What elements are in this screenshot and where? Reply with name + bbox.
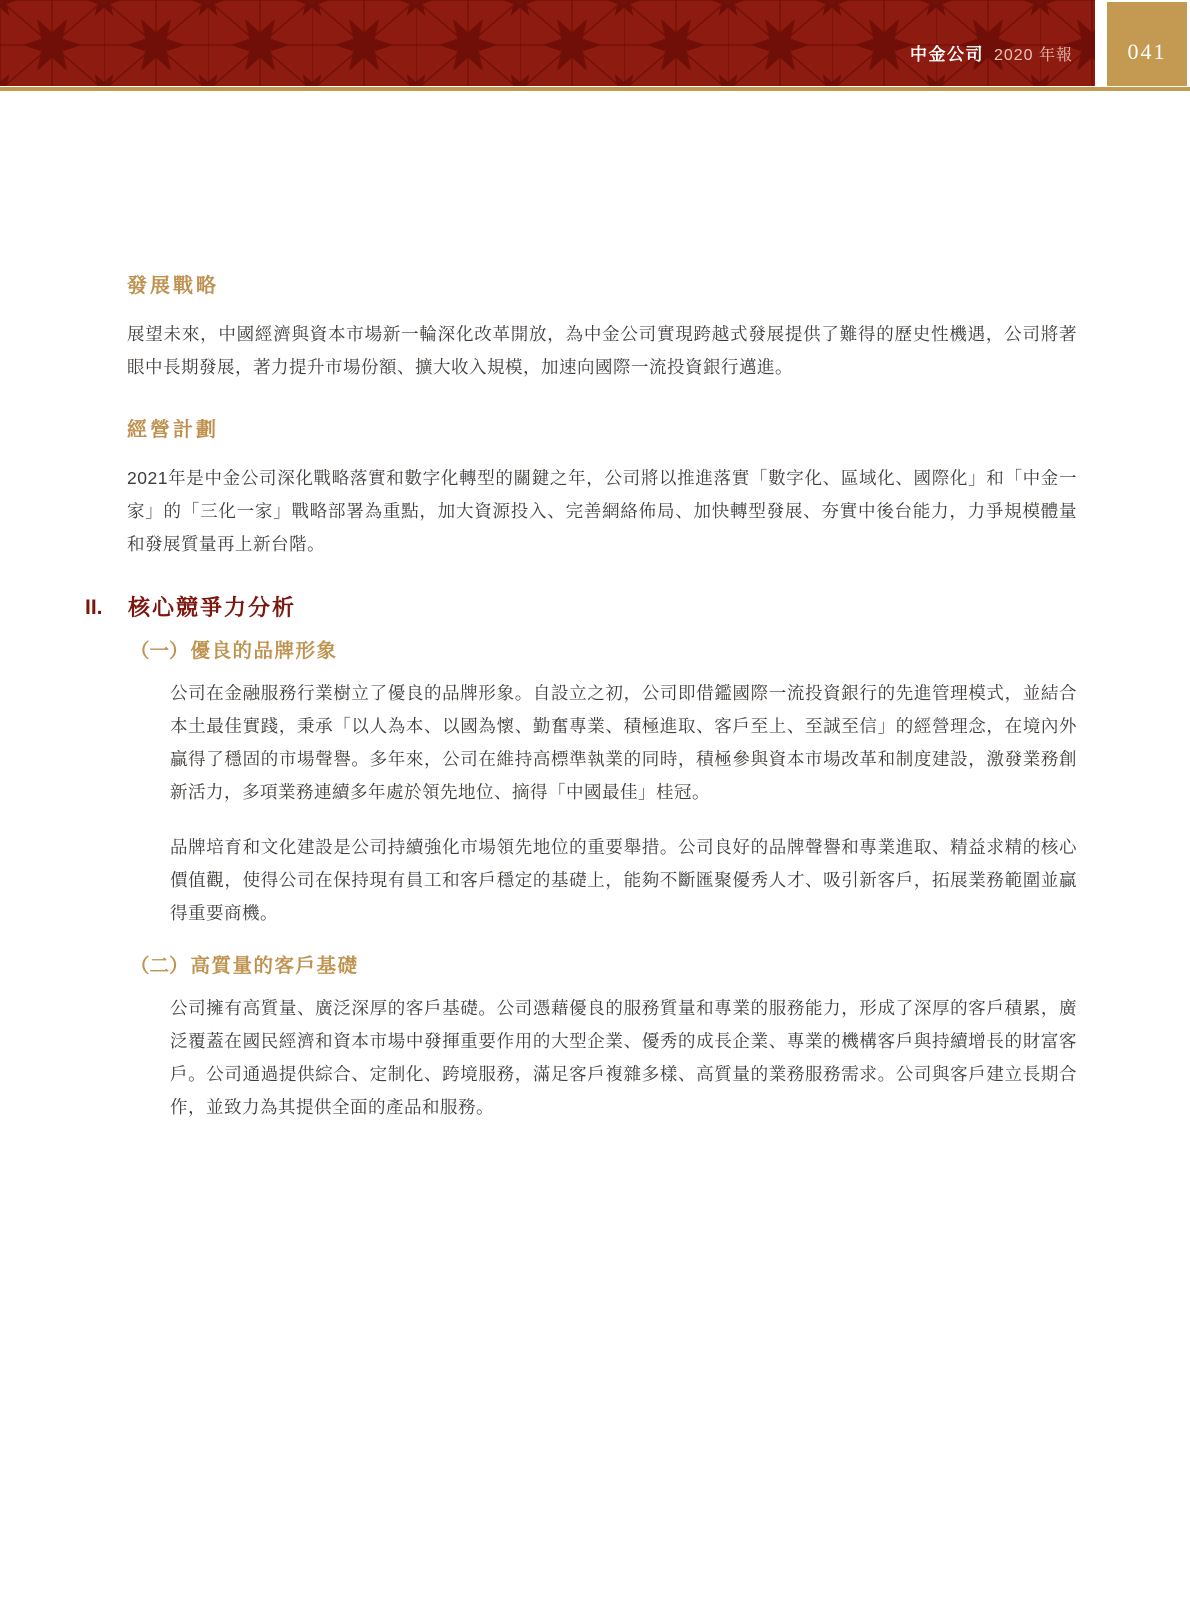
subsection-title: 高質量的客戶基礎 — [190, 955, 359, 977]
section-number: II. — [85, 596, 103, 619]
subsection-title: 優良的品牌形象 — [190, 640, 338, 662]
subsection-brand-image — [127, 637, 1077, 930]
section-heading-core-competitiveness — [85, 593, 1077, 623]
heading-business-plan: 經營計劃 — [127, 419, 219, 441]
report-edition: 2020 年報 — [993, 47, 1073, 64]
subsection-label: （一） — [130, 640, 189, 662]
section-title: 核心競爭力分析 — [128, 595, 297, 620]
subsection-client-base — [127, 952, 1077, 1124]
paragraph-client-base-1: 公司擁有高質量、廣泛深厚的客戶基礎。公司憑藉優良的服務質量和專業的服務能力，形成了深厚的客戶積累，廣泛覆蓋在國民經濟和資本市場中發揮重要作用的大型企業、優秀的成長企業、專業的機構客戶與持續增長的財富客戶。公司通過提供綜合、定制化、跨境服務，滿足客戶複雜多樣、高質量的業務服務需求。公司與客戶建立長期合作，並致力為其提供全面的產品和服務。 — [170, 998, 1077, 1117]
subsection-label: （二） — [130, 955, 189, 977]
paragraph-business-plan: 2021年是中金公司深化戰略落實和數字化轉型的關鍵之年，公司將以推進落實「數字化、區域化、國際化」和「中金一家」的「三化一家」戰略部署為重點，加大資源投入、完善網絡佈局、加快轉型發展、夯實中後台能力，力爭規模體量和發展質量再上新台階。 — [127, 468, 1077, 554]
subsection-heading-client-base — [130, 952, 1077, 980]
paragraph-development-strategy: 展望未來，中國經濟與資本市場新一輪深化改革開放，為中金公司實現跨越式發展提供了難得的歷史性機遇，公司將著眼中長期發展，著力提升市場份額、擴大收入規模，加速向國際一流投資銀行邁進。 — [127, 324, 1077, 377]
heading-development-strategy: 發展戰略 — [127, 275, 219, 297]
paragraph-brand-image-1: 公司在金融服務行業樹立了優良的品牌形象。自設立之初，公司即借鑑國際一流投資銀行的先進管理模式，並結合本土最佳實踐，秉承「以人為本、以國為懷、勤奮專業、積極進取、客戶至上、至誠至信」的經營理念，在境內外贏得了穩固的市場聲譽。多年來，公司在維持高標準執業的同時，積極參與資本市場改革和制度建設，激發業務創新活力，多項業務連續多年處於領先地位、摘得「中國最佳」桂冠。 — [170, 683, 1077, 802]
brand-name: 中金公司 — [909, 45, 984, 64]
paragraph-brand-image-2: 品牌培育和文化建設是公司持續強化市場領先地位的重要舉措。公司良好的品牌聲譽和專業進取、精益求精的核心價值觀，使得公司在保持現有員工和客戶穩定的基礎上，能夠不斷匯聚優秀人才、吸引新客戶，拓展業務範圍並贏得重要商機。 — [170, 837, 1077, 923]
subsection-heading-brand-image — [130, 637, 1077, 665]
page-number: 041 — [1127, 39, 1167, 64]
